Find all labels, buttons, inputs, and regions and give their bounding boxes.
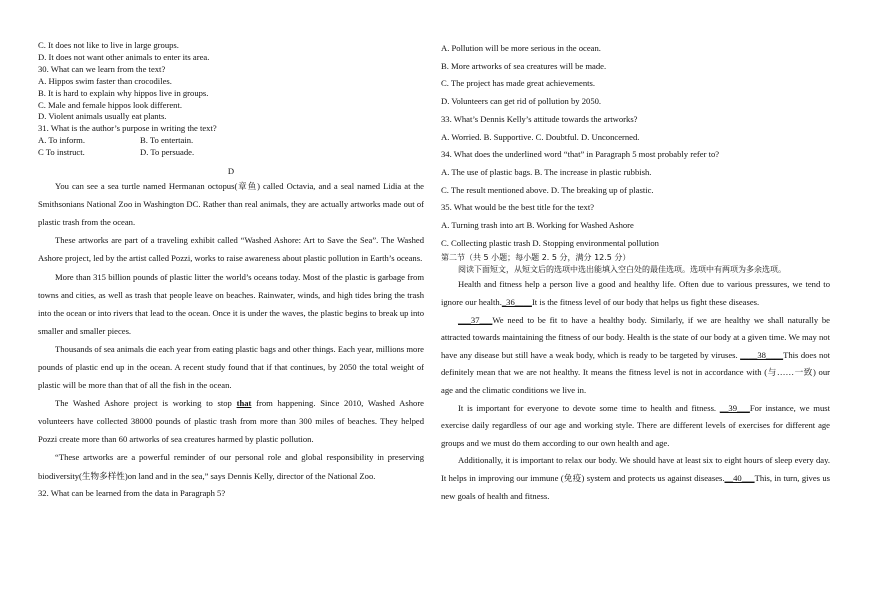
blank-38: ____38____ xyxy=(740,349,784,360)
option-line: A. Turning trash into art B. Working for Washed Ashore xyxy=(441,220,634,231)
option-line: A. Pollution will be more serious in the ocean. xyxy=(441,43,601,53)
option-line: C. Male and female hippos look different. xyxy=(38,99,182,110)
paragraph-text: We need to be fit to have a healthy body. Similarly, if we are healthy we shall naturally be attracted towards maintaining the fitness of our body. Health is the state of our body at a given time. We may not have any disease but still have a weak body, which is ready to be targeted by viruses. xyxy=(441,314,830,360)
q31-options-row2 xyxy=(38,147,424,159)
right-column xyxy=(441,40,830,505)
question-31: 31. What is the author’s purpose in writing the text? xyxy=(38,123,217,134)
option-line: C. Collecting plastic trash D. Stopping environmental pollution xyxy=(441,237,659,248)
paragraph-text: The Washed Ashore project is working to stop xyxy=(55,398,237,409)
left-column xyxy=(38,40,424,502)
q31-options-row1 xyxy=(38,135,424,147)
passage-paragraph-2: These artworks are part of a traveling exhibit called “Washed Ashore: Art to Save the Sea”. The Washed Ashore project, led by the artist called Pozzi, works to raise awareness about plastic pollution in Earth’s oceans. xyxy=(38,235,424,264)
option-line: B. It is hard to explain why hippos live in groups. xyxy=(38,87,209,98)
section-2-instruction: 阅读下面短文，从短文后的选项中选出能填入空白处的最佳选项。选项中有两项为多余选项。 xyxy=(458,265,786,275)
question-35: 35. What would be the best title for the text? xyxy=(441,202,595,213)
section-2-title: 第二节（共 5 小题；每小题 2. 5 分，满分 12.5 分） xyxy=(441,253,631,263)
passage2-paragraph-1 xyxy=(441,276,830,311)
passage-paragraph-3: More than 315 billion pounds of plastic litter the world’s oceans today. Most of the plastic is garbage from towns and cities, as well as trash that people leave on beaches. Rainwater, winds, and high tides bring the trash into the ocean or into rivers that lead to the ocean. Once it is under the waves, the plastic begins to break up into smaller and smaller pieces. xyxy=(38,271,424,336)
paragraph-text: Health and fitness help a person live a good and healthy life. Often due to various pressures, we tend to ignore our health. xyxy=(441,279,830,308)
option-line: C. The project has made great achievements. xyxy=(441,78,595,89)
option-line: D. Volunteers can get rid of pollution by 2050. xyxy=(441,96,602,107)
question-33: 33. What’s Dennis Kelly’s attitude towards the artworks? xyxy=(441,113,638,124)
passage-paragraph-6: “These artworks are a powerful reminder of our personal role and global responsibility in preserving biodiversity(生物多样性)on land and in the sea,” says Dennis Kelly, director of the National Zoo. xyxy=(38,452,424,481)
option-line: B. More artworks of sea creatures will be made. xyxy=(441,60,607,71)
question-34: 34. What does the underlined word “that” in Paragraph 5 most probably refer to? xyxy=(441,149,720,160)
paragraph-text: Additionally, it is important to relax our body. We should have at least six to eight hours of sleep every day. It helps in improving our immune (免疫) system and protects us against diseases. xyxy=(441,455,830,483)
option-line: A. Hippos swim faster than crocodiles. xyxy=(38,75,172,86)
passage2-paragraph-2 xyxy=(441,312,830,400)
passage-paragraph-5 xyxy=(38,394,424,448)
paragraph-text: It is important for everyone to devote some time to health and fitness. xyxy=(458,402,720,413)
option-a: A. To inform. xyxy=(38,135,85,146)
blank-36: _36____ xyxy=(501,297,532,308)
option-d: D. To persuade. xyxy=(140,147,195,158)
underlined-word: that xyxy=(236,398,252,409)
blank-39: __39___ xyxy=(719,402,750,413)
passage-paragraph-1: You can see a sea turtle named Hermanan octopus(章鱼) called Octavia, and a seal named Lidia at the Smithsonians National Zoo in Washington DC. Rather than real animals, they are actually artworks made out of plastic trash from the ocean. xyxy=(38,181,424,228)
option-line: A. The use of plastic bags. B. The increase in plastic rubbish. xyxy=(441,166,652,177)
paragraph-text: For instance, we must exercise daily regardless of our age and working style. There are different levels of exercises for different age groups and we must do them according to our own health and age. xyxy=(441,402,830,448)
option-c: C To instruct. xyxy=(38,147,85,158)
blank-37: ___37___ xyxy=(458,314,493,325)
question-32: 32. What can be learned from the data in Paragraph 5? xyxy=(38,487,226,498)
option-b: B. To entertain. xyxy=(140,135,194,146)
section-heading-d: D xyxy=(227,166,235,177)
option-line: D. It does not want other animals to enter its area. xyxy=(38,51,210,62)
passage2-paragraph-4 xyxy=(441,452,830,505)
question-30: 30. What can we learn from the text? xyxy=(38,63,166,74)
option-line: A. Worried. B. Supportive. C. Doubtful. D. Unconcerned. xyxy=(441,131,640,142)
paragraph-text: from happening. Since 2010, Washed Ashore volunteers have collected 38000 pounds of plastic trash from more than 300 miles of beaches. They helped Pozzi create more than 60 artworks of sea creatures harmed by plastic pollution. xyxy=(38,398,424,445)
blank-40: __40___ xyxy=(724,472,755,483)
paragraph-text: It is the fitness level of our body that helps us fight these diseases. xyxy=(531,297,760,308)
paragraph-text: This does not definitely mean that we are not healthy. It means the fitness level is not in accordance with (与……一致) our age and the climatic conditions we live in. xyxy=(441,349,831,395)
option-line: D. Violent animals usually eat plants. xyxy=(38,111,167,122)
option-line: C. The result mentioned above. D. The breaking up of plastic. xyxy=(441,184,654,195)
passage-paragraph-4: Thousands of sea animals die each year from eating plastic bags and other things. Each year, millions more pounds of plastic end up in the ocean. A recent study found that if that continues, by 2050 the total weight of plastic will be more than that of all the fish in the ocean. xyxy=(38,343,424,391)
option-line: C. It does not like to live in large groups. xyxy=(38,40,179,50)
passage2-paragraph-3 xyxy=(441,400,830,453)
paragraph-text: This, in turn, gives us new goals of health and fitness. xyxy=(441,472,830,501)
